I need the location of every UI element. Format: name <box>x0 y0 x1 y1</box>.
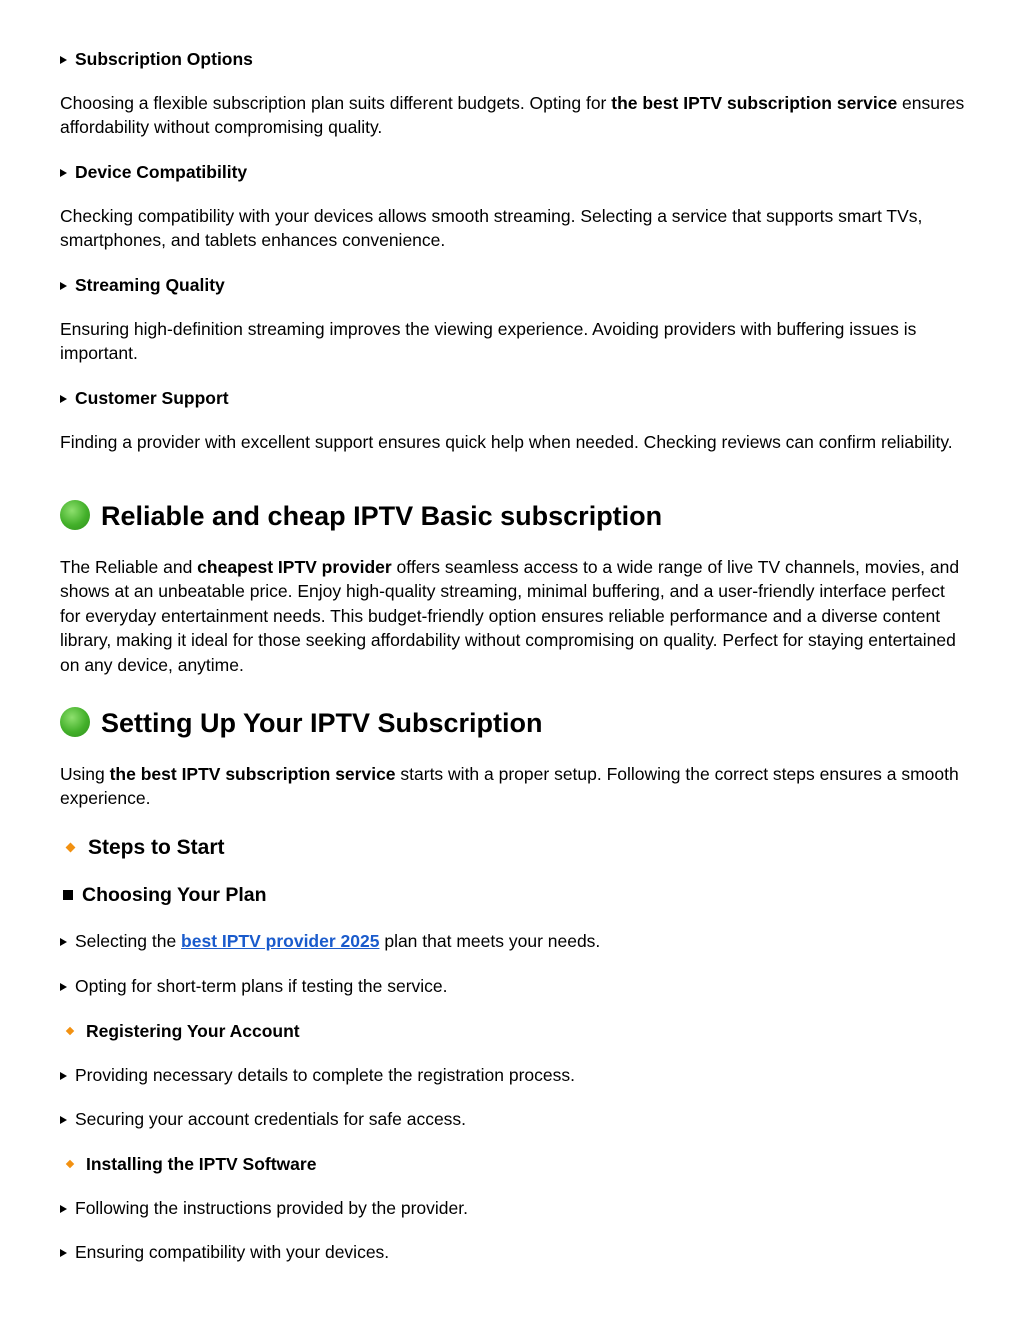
orange-diamond-icon <box>66 1160 74 1168</box>
green-circle-icon <box>60 707 90 737</box>
triangle-bullet-icon <box>60 938 67 946</box>
green-circle-icon <box>60 500 90 530</box>
triangle-bullet-icon <box>60 1072 67 1080</box>
streaming-quality-heading: Streaming Quality <box>60 275 225 296</box>
triangle-bullet-icon <box>60 1249 67 1257</box>
list-item: Ensuring compatibility with your devices. <box>60 1242 389 1263</box>
device-compatibility-heading: Device Compatibility <box>60 162 247 183</box>
orange-diamond-icon <box>66 843 76 853</box>
list-item: Providing necessary details to complete the registration process. <box>60 1065 575 1086</box>
list-item: Following the instructions provided by the provider. <box>60 1198 468 1219</box>
black-square-icon <box>63 890 73 900</box>
list-item: Opting for short-term plans if testing the service. <box>60 976 448 997</box>
customer-support-heading: Customer Support <box>60 388 229 409</box>
orange-diamond-icon <box>66 1027 74 1035</box>
basic-subscription-paragraph: The Reliable and cheapest IPTV provider offers seamless access to a wide range of live TV channels, movies, and shows at an unbeatable price. Enjoy high-quality streaming, minimal buffering, and a user-friendly interface perfect for everyday entertainment needs. This budget-friendly option ensures reliable performance and a diverse content library, making it ideal for those seeking affordability without compromising on quality. Perfect for staying entertained on any device, anytime. <box>60 557 960 675</box>
registering-account-heading: Registering Your Account <box>67 1021 300 1042</box>
triangle-bullet-icon <box>60 282 67 290</box>
setup-paragraph: Using the best IPTV subscription service starts with a proper setup. Following the correct steps ensures a smooth experience. <box>60 764 959 809</box>
installing-software-heading: Installing the IPTV Software <box>67 1154 316 1175</box>
steps-to-start-heading: Steps to Start <box>67 836 225 860</box>
triangle-bullet-icon <box>60 1116 67 1124</box>
triangle-bullet-icon <box>60 983 67 991</box>
streaming-quality-paragraph: Ensuring high-definition streaming improves the viewing experience. Avoiding providers with buffering issues is important. <box>60 319 917 364</box>
list-item: Securing your account credentials for safe access. <box>60 1109 466 1130</box>
subscription-options-paragraph: Choosing a flexible subscription plan suits different budgets. Opting for the best IPTV subscription service ensures affordability without compromising quality. <box>60 93 965 138</box>
subscription-options-heading: Subscription Options <box>60 49 253 70</box>
triangle-bullet-icon <box>60 1205 67 1213</box>
basic-subscription-heading: Reliable and cheap IPTV Basic subscription <box>60 500 662 532</box>
choosing-plan-heading: Choosing Your Plan <box>60 884 267 907</box>
device-compatibility-paragraph: Checking compatibility with your devices allows smooth streaming. Selecting a service that supports smart TVs, smartphones, and tablets enhances convenience. <box>60 206 923 251</box>
setup-heading: Setting Up Your IPTV Subscription <box>60 707 543 739</box>
triangle-bullet-icon <box>60 395 67 403</box>
best-iptv-provider-link[interactable]: best IPTV provider 2025 <box>181 931 380 951</box>
triangle-bullet-icon <box>60 56 67 64</box>
triangle-bullet-icon <box>60 169 67 177</box>
list-item: Selecting the best IPTV provider 2025 plan that meets your needs. <box>60 931 600 952</box>
customer-support-paragraph: Finding a provider with excellent support ensures quick help when needed. Checking reviews can confirm reliability. <box>60 432 953 452</box>
